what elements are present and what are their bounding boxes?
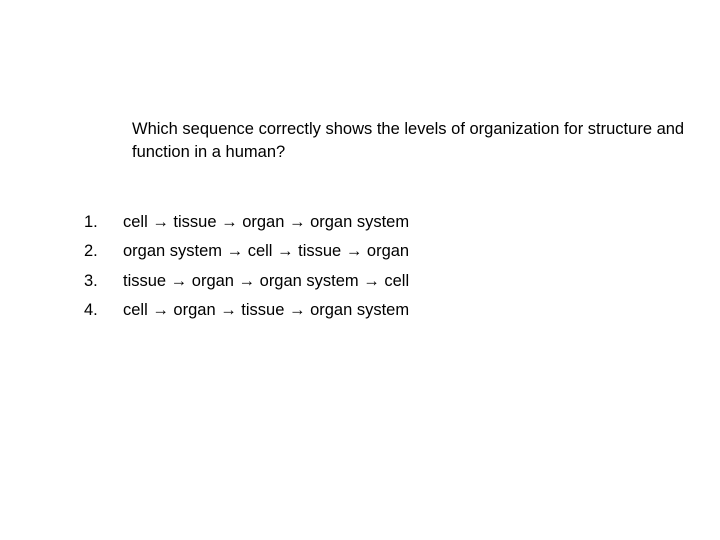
choice-number: 2.: [84, 242, 98, 261]
choice-text: organ system → cell → tissue → organ: [123, 242, 410, 261]
choice-text: tissue → organ → organ system → cell: [123, 271, 410, 290]
answer-choices: [84, 208, 409, 325]
choice-number: 3.: [84, 271, 98, 290]
question-text: Which sequence correctly shows the levels of organization for structure and function in a human?: [132, 120, 685, 161]
choice-text: cell → organ → tissue → organ system: [123, 301, 410, 320]
answer-choice-4[interactable]: [84, 296, 409, 325]
choice-number: 1.: [84, 213, 98, 232]
choice-number: 4.: [84, 301, 98, 320]
answer-choice-1[interactable]: [84, 208, 409, 237]
answer-choice-2[interactable]: [84, 237, 409, 266]
choice-text: cell → tissue → organ → organ system: [123, 213, 410, 232]
answer-choice-3[interactable]: [84, 267, 409, 296]
